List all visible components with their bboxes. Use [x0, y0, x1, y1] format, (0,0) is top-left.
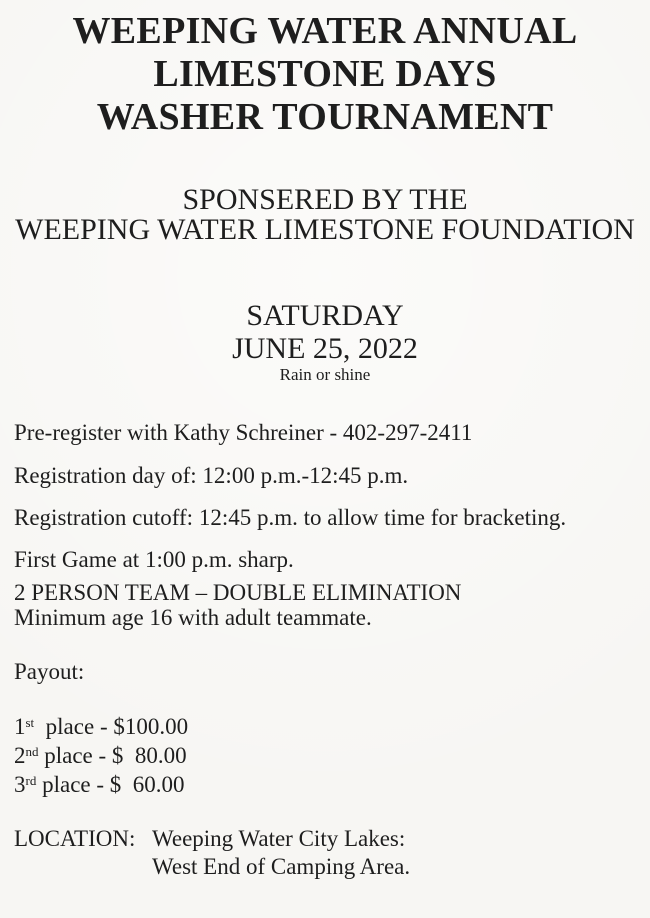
title-line-3: WASHER TOURNAMENT — [96, 96, 554, 138]
event-day: SATURDAY — [246, 299, 404, 332]
event-weather-note: Rain or shine — [279, 365, 371, 384]
title-line-2: LIMESTONE DAYS — [153, 53, 497, 95]
sponsor-line-2: WEEPING WATER LIMESTONE FOUNDATION — [15, 213, 635, 246]
payout-text: place - $ 60.00 — [36, 772, 185, 797]
team-format-line: 2 PERSON TEAM – DOUBLE ELIMINATION — [14, 580, 462, 605]
event-date-block — [0, 299, 650, 385]
payout-list — [14, 712, 188, 799]
first-game-line: First Game at 1:00 p.m. sharp. — [14, 547, 294, 572]
payout-row-third — [14, 770, 188, 799]
payout-text: place - $ 80.00 — [38, 743, 187, 768]
location-line-1: Weeping Water City Lakes: — [152, 826, 406, 851]
registration-cutoff-line: Registration cutoff: 12:45 p.m. to allow time for bracketing. — [14, 505, 567, 530]
title-line-1: WEEPING WATER ANNUAL — [72, 10, 578, 52]
payout-rank: 3 — [14, 772, 26, 797]
registration-day-line: Registration day of: 12:00 p.m.-12:45 p.m. — [14, 463, 409, 488]
sponsor-line-1: SPONSERED BY THE — [182, 183, 468, 216]
sponsor-block — [0, 185, 650, 245]
payout-text: place - $100.00 — [34, 714, 189, 739]
payout-rank: 1 — [14, 714, 26, 739]
payout-heading: Payout: — [14, 659, 85, 684]
location-block — [14, 825, 410, 881]
payout-row-second — [14, 741, 188, 770]
event-date: JUNE 25, 2022 — [232, 332, 418, 365]
payout-ordinal: rd — [25, 773, 37, 788]
team-rules-block — [14, 580, 461, 630]
payout-ordinal: st — [25, 715, 35, 730]
team-age-line: Minimum age 16 with adult teammate. — [14, 605, 372, 630]
location-line-2: West End of Camping Area. — [152, 854, 411, 879]
preregister-line: Pre-register with Kathy Schreiner - 402-297-2411 — [14, 420, 473, 445]
location-label: LOCATION: — [14, 826, 136, 851]
payout-row-first — [14, 712, 188, 741]
flyer-title — [0, 10, 650, 139]
location-content — [152, 825, 410, 881]
payout-ordinal: nd — [25, 744, 39, 759]
payout-rank: 2 — [14, 743, 26, 768]
